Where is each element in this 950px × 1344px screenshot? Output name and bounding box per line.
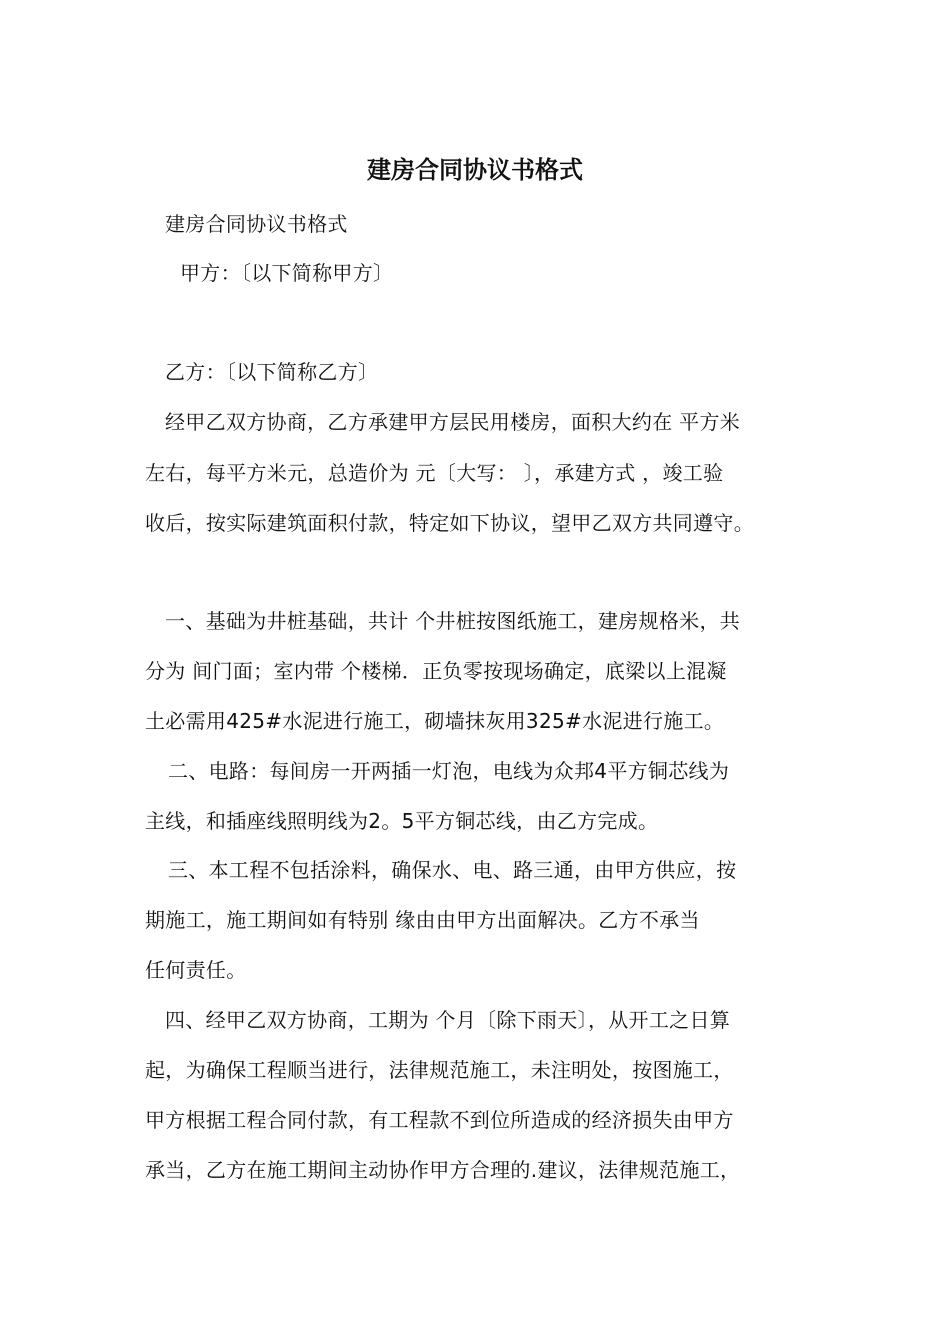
clause-one-line: 一、基础为井桩基础，共计 个井桩按图纸施工，建房规格米，共: [165, 609, 741, 633]
clause-three-line: 任何责任。: [145, 958, 247, 982]
clause-four-line: 四、经甲乙双方协商，工期为 个月〔除下雨天〕，从开工之日算: [165, 1008, 731, 1032]
clause-two-line: 主线，和插座线照明线为2。5平方铜芯线，由乙方完成。: [145, 809, 659, 833]
clause-four-line: 起，为确保工程顺当进行，法律规范施工，未注明处，按图施工，: [145, 1058, 734, 1082]
clause-three-line: 三、本工程不包括涂料，确保水、电、路三通，由甲方供应，按: [168, 858, 737, 882]
clause-two-line: 二、电路：每间房一开两插一灯泡，电线为众邦4平方铜芯线为: [168, 759, 730, 783]
clause-four-line: 承当，乙方在施工期间主动协作甲方合理的.建议，法律规范施工，: [145, 1158, 741, 1182]
paragraph-line: 经甲乙双方协商，乙方承建甲方层民用楼房，面积大约在 平方米: [165, 410, 741, 434]
document-title: 建房合同协议书格式: [367, 156, 583, 184]
party-a-line: 甲方：〔以下简称甲方〕: [180, 261, 394, 285]
paragraph-line: 收后，按实际建筑面积付款，特定如下协议，望甲乙双方共同遵守。: [145, 511, 754, 535]
clause-three-line: 期施工，施工期间如有特别 缘由由甲方出面解决。乙方不承当: [145, 908, 700, 932]
subtitle-line: 建房合同协议书格式: [165, 212, 348, 236]
paragraph-line: 左右，每平方米元，总造价为 元〔大写： 〕，承建方式 ，竣工验: [145, 461, 724, 485]
clause-one-line: 分为 间门面；室内带 个楼梯．正负零按现场确定，底梁以上混凝: [145, 659, 727, 683]
party-b-line: 乙方：〔以下简称乙方〕: [165, 360, 379, 384]
clause-one-line: 土必需用425#水泥进行施工，砌墙抹灰用325#水泥进行施工。: [145, 709, 725, 733]
clause-four-line: 甲方根据工程合同付款，有工程款不到位所造成的经济损失由甲方: [145, 1108, 734, 1132]
